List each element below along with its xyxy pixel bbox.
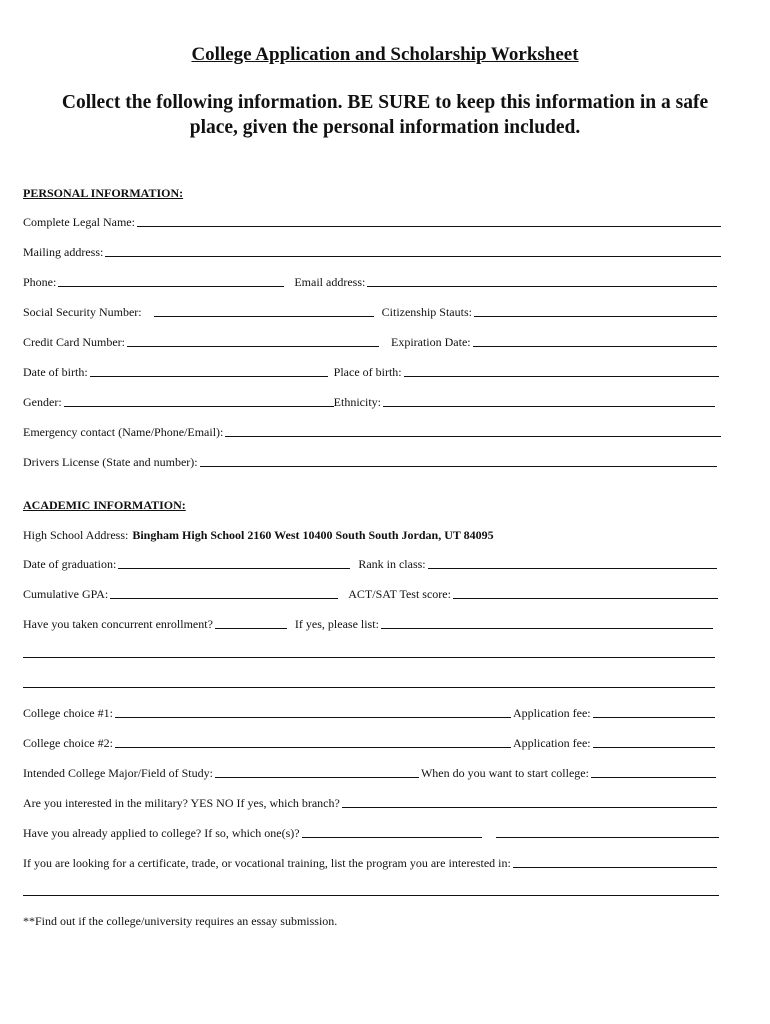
graduation-label: Date of graduation: [23,557,117,571]
ssn-field[interactable] [154,316,374,317]
rank-label: Rank in class: [358,557,426,571]
ethnicity-field[interactable] [383,406,715,407]
college-choice-2-label: College choice #2: [23,736,113,750]
dob-label: Date of birth: [23,365,88,379]
credit-card-row [23,334,719,350]
certificate-field[interactable] [513,867,717,868]
college-choice-1-row [23,705,717,721]
ethnicity-label: Ethnicity: [333,395,381,409]
credit-card-field[interactable] [127,346,379,347]
graduation-rank-row [23,556,719,572]
graduation-field[interactable] [118,568,350,569]
ssn-label: Social Security Number: [23,305,142,319]
birth-row [23,364,721,380]
concurrent-list-field[interactable] [381,628,713,629]
military-row [23,795,719,811]
drivers-license-field[interactable] [200,466,717,467]
major-start-row [23,765,718,781]
email-field[interactable] [367,286,717,287]
applied-field-1[interactable] [302,837,482,838]
drivers-license-label: Drivers License (State and number): [23,455,198,469]
college-choice-2-row [23,735,717,751]
concurrent-field[interactable] [215,628,287,629]
gender-field[interactable] [64,406,334,407]
certificate-label: If you are looking for a certificate, trade, or vocational training, list the program you are interested in: [23,856,511,870]
major-label: Intended College Major/Field of Study: [23,766,213,780]
legal-name-row [23,214,723,230]
gender-label: Gender: [23,395,62,409]
pob-label: Place of birth: [333,365,402,379]
expiration-field[interactable] [473,346,717,347]
act-sat-field[interactable] [453,598,718,599]
gpa-label: Cumulative GPA: [23,587,109,601]
phone-label: Phone: [23,275,57,289]
rank-field[interactable] [428,568,717,569]
major-field[interactable] [215,777,419,778]
emergency-contact-field[interactable] [225,436,721,437]
concurrent-list-line-2[interactable] [23,657,715,658]
application-fee-2-label: Application fee: [512,736,591,750]
certificate-line-2[interactable] [23,895,719,896]
mailing-address-field[interactable] [105,256,721,257]
hs-address-row [23,527,723,543]
mailing-address-row [23,244,723,260]
credit-card-label: Credit Card Number: [23,335,125,349]
citizenship-label: Citizenship Stauts: [381,305,472,319]
mailing-address-label: Mailing address: [23,245,104,259]
if-yes-list-label: If yes, please list: [294,617,379,631]
applied-row [23,825,721,841]
military-label: Are you interested in the military? YES NO If yes, which branch? [23,796,340,810]
applied-field-2[interactable] [496,837,719,838]
dob-field[interactable] [90,376,328,377]
applied-label: Have you already applied to college? If so, which one(s)? [23,826,300,840]
emergency-contact-row [23,424,723,440]
phone-email-row [23,274,719,290]
concurrent-label: Have you taken concurrent enrollment? [23,617,213,631]
application-fee-1-field[interactable] [593,717,715,718]
start-college-field[interactable] [591,777,716,778]
personal-section-heading: PERSONAL INFORMATION: [23,186,184,200]
academic-section-heading: ACADEMIC INFORMATION: [23,498,186,512]
gpa-field[interactable] [110,598,338,599]
citizenship-field[interactable] [474,316,717,317]
start-college-label: When do you want to start college: [420,766,589,780]
college-choice-1-label: College choice #1: [23,706,113,720]
hs-address-label: High School Address: [23,528,129,542]
legal-name-label: Complete Legal Name: [23,215,135,229]
expiration-label: Expiration Date: [390,335,471,349]
concurrent-enrollment-row [23,616,715,632]
application-fee-1-label: Application fee: [512,706,591,720]
college-choice-2-field[interactable] [115,747,511,748]
phone-field[interactable] [58,286,284,287]
emergency-contact-label: Emergency contact (Name/Phone/Email): [23,425,224,439]
drivers-license-row [23,454,719,470]
hs-address-value: Bingham High School 2160 West 10400 South South Jordan, UT 84095 [132,528,494,542]
pob-field[interactable] [404,376,719,377]
page-subtitle: Collect the following information. BE SURE to keep this information in a safe place, given the personal information included. [61,92,709,138]
certificate-row [23,855,719,871]
essay-note: **Find out if the college/university requires an essay submission. [23,914,338,928]
application-fee-2-field[interactable] [593,747,715,748]
military-branch-field[interactable] [342,807,717,808]
email-label: Email address: [294,275,366,289]
ssn-citizenship-row [23,304,719,320]
page-title: College Application and Scholarship Worksheet [191,44,579,65]
college-choice-1-field[interactable] [115,717,511,718]
act-sat-label: ACT/SAT Test score: [348,587,451,601]
gender-ethnicity-row [23,394,717,410]
legal-name-field[interactable] [137,226,721,227]
concurrent-list-line-3[interactable] [23,687,715,688]
gpa-act-row [23,586,720,602]
